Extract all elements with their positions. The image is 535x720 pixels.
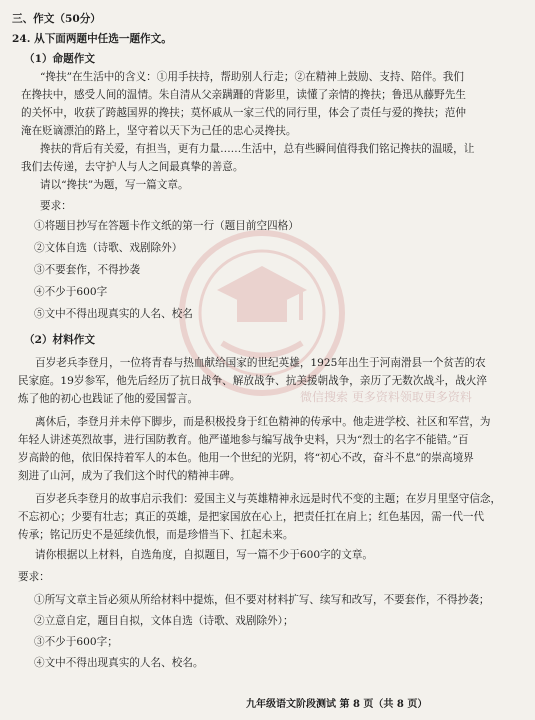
- q2-paragraph-line: 刻进了山河，成为了我们这个时代的精神丰碑。: [18, 470, 241, 482]
- watermark-text: 微信搜索 更多资料领取更多资料: [300, 390, 472, 404]
- q1-requirements-heading: 要求：: [40, 200, 72, 212]
- q2-paragraph-line: 岁高龄的他，依旧保持着军人的本色。他用一个世纪的光阴，将“初心不改，奋斗不息”的崇高境界: [18, 452, 474, 464]
- q2-paragraph-line: 百岁老兵李登月，一位将青春与热血献给国家的世纪英雄，1925年出生于河南滑县一个贫苦的农: [35, 357, 486, 369]
- q2-instruction: 请你根据以上材料，自选角度，自拟题目，写一篇不少于600字的文章。: [35, 549, 374, 561]
- q1-requirement: ③不要套作，不得抄袭: [34, 264, 140, 276]
- q1-paragraph-line: 搀扶的背后有关爱，有担当，更有力量……生活中，总有些瞬间值得我们铭记搀扶的温暖，让: [40, 143, 475, 155]
- q1-requirement: ①将题目抄写在答题卡作文纸的第一行（题目前空四格）: [34, 220, 299, 232]
- q2-requirement: ④文中不得出现真实的人名、校名。: [34, 657, 204, 669]
- q1-requirement: ②文体自选（诗歌、戏剧除外）: [34, 242, 183, 254]
- q1-requirement: ⑤文中不得出现真实的人名、校名: [34, 308, 193, 320]
- watermark-emblem-icon: [177, 228, 347, 398]
- q1-paragraph-line: 在搀扶中，感受人间的温情。朱自清从父亲蹒跚的背影里，读懂了亲情的搀扶；鲁迅从藤野先生: [21, 89, 466, 101]
- section-heading: 三、作文（50分）: [12, 13, 101, 25]
- q1-paragraph-line: 我们去传递，去守护人与人之间最真挚的善意。: [21, 161, 244, 173]
- q2-requirement: ①所写文章主旨必须从所给材料中提炼，但不要对材料扩写、续写和改写，不要套作，不得抄袭；: [34, 594, 490, 606]
- page-footer: 九年级语文阶段测试 第 8 页（共 8 页）: [246, 699, 428, 710]
- q2-paragraph-line: 离休后，李登月并未停下脚步，而是积极投身于红色精神的传承中。他走进学校、社区和军营，为: [35, 416, 491, 428]
- q1-heading: （1）命题作文: [24, 53, 95, 65]
- question-prompt: 24. 从下面两题中任选一题作文。: [12, 33, 172, 45]
- q2-requirement: ②立意自定，题目自拟，文体自选（诗歌、戏剧除外）；: [34, 615, 294, 627]
- q1-paragraph-line: 淹在贬谪漂泊的路上，坚守着以天下为己任的忠心灵搀扶。: [21, 125, 297, 137]
- q2-requirements-heading: 要求：: [18, 571, 50, 583]
- q2-paragraph-line: 不忘初心；少要有壮志；真正的英雄，是把家国放在心上，把责任扛在肩上；红色基因，需一代一代: [18, 511, 485, 523]
- q1-paragraph-line: 的关怀中，收获了跨越国界的搀扶；莫怀戚从一家三代的同行里，体会了责任与爱的搀扶；范仲: [21, 107, 466, 119]
- q2-paragraph-line: 百岁老兵李登月的故事启示我们：爱国主义与英雄精神永远是时代不变的主题；在岁月里坚守信念，: [35, 493, 502, 505]
- q1-instruction: 请以“搀扶”为题，写一篇文章。: [40, 179, 189, 191]
- q2-paragraph-line: 炼了他的初心也践证了他的爱国誓言。: [18, 393, 199, 405]
- q2-paragraph-line: 年轻人讲述英烈故事，进行国防教育。他严谨地参与编写战争史料，只为“烈士的名字不能错。”百: [18, 434, 469, 446]
- q2-heading: （2）材料作文: [24, 334, 95, 346]
- q2-paragraph-line: 民家庭。19岁参军，他先后经历了抗日战争、解放战争、抗美援朝战争，亲历了无数次战斗，战火淬: [18, 375, 488, 387]
- q2-paragraph-line: 传承；铭记历史不是延续仇恨，而是珍惜当下、扛起未来。: [18, 529, 294, 541]
- q2-requirement: ③不少于600字；: [34, 636, 118, 648]
- q1-requirement: ④不少于600字: [34, 286, 108, 298]
- q1-paragraph-line: “搀扶”在生活中的含义：①用手扶持，帮助别人行走；②在精神上鼓励、支持、陪伴。我们: [40, 71, 464, 83]
